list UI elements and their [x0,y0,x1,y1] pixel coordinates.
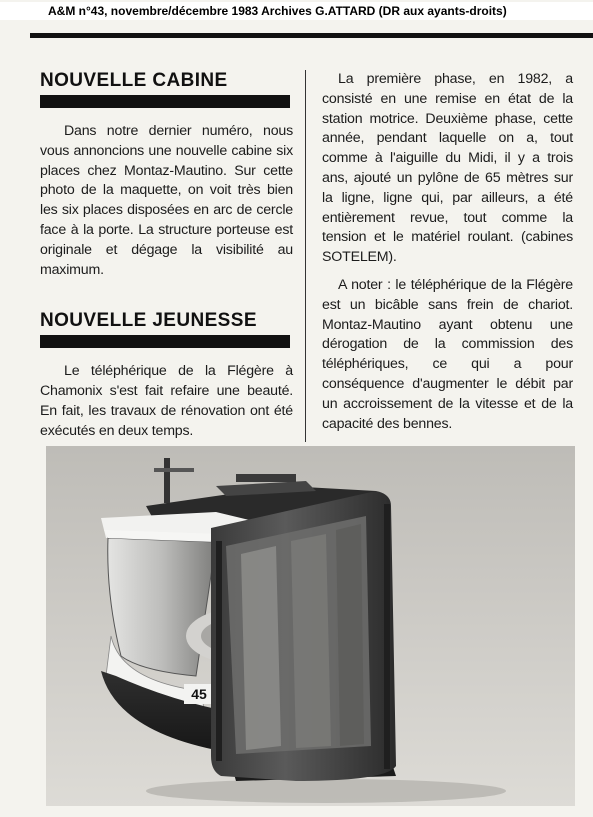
left-column [40,70,293,442]
top-rule [30,33,593,38]
archive-caption: A&M n°43, novembre/décembre 1983 Archives G.ATTARD (DR aux ayants-droits) [0,2,593,20]
paragraph-nouvelle-jeunesse: Le téléphérique de la Flégère à Chamonix s'est fait refaire une beauté. En fait, les travaux de rénovation ont été exécutés en deux temps. [40,363,293,439]
paragraph-nouvelle-cabine: Dans notre dernier numéro, nous vous annoncions une nouvelle cabine six places chez Montaz-Mautino. Sur cette photo de la maquette, on voit très bien les six places disposées en arc de cercle face à la porte. La structure porteuse est originale et dégage la visibilité au maximum. [40,123,293,278]
heading-nouvelle-jeunesse: NOUVELLE JEUNESSE [40,310,257,332]
cabin-model-photo [46,446,575,806]
heading-bar-jeunesse [40,335,290,348]
paragraph-a-noter: A noter : le téléphérique de la Flégère est un bicâble sans frein de chariot. Montaz-Mautino ayant obtenu une dérogation de la commission des téléphériques, ce qui a pour conséquence d'augmenter le débit par un accroissement de la vitesse et de la capacité des bennes. [322,276,573,432]
heading-bar-cabine [40,95,290,108]
cabin-number-label: 45 [191,686,207,702]
column-divider [305,70,306,442]
heading-nouvelle-cabine: NOUVELLE CABINE [40,70,228,91]
paragraph-premiere-phase: La première phase, en 1982, a consisté en une remise en état de la station motrice. Deuxième phase, cette année, pendant laquelle on a, tout comme à l'aiguille du Midi, il y a trois ans, ajouté un pylône de 65 mètres sur la ligne, ligne qui, par ailleurs, a été entièrement revue, tout comme la tension et le matériel roulant. (cabines SOTELEM). [322,71,573,266]
right-column [322,70,573,434]
